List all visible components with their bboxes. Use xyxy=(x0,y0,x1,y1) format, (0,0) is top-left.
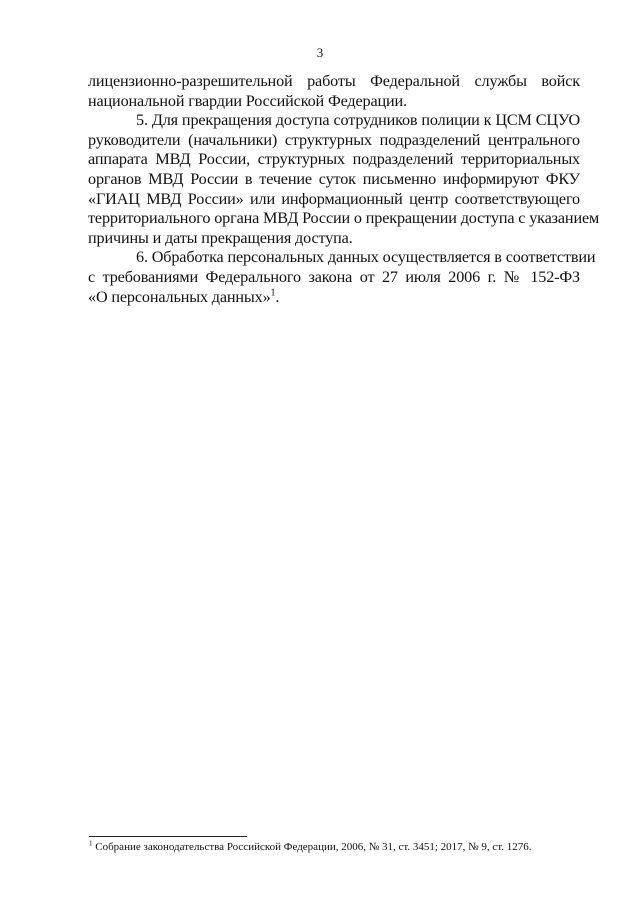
page-number: 3 xyxy=(316,45,324,60)
text-line: территориального органа МВД России о прекращении доступа с указанием xyxy=(88,209,600,228)
footnote-marker: 1 xyxy=(89,839,93,848)
text-line: лицензионно-разрешительной работы Федеральной службы войск xyxy=(88,72,580,90)
text-line-content: «О персональных данных» xyxy=(88,287,271,306)
text-line: аппарата МВД России, структурных подразделений территориальных xyxy=(88,150,580,169)
footnote-reference[interactable]: 1 xyxy=(270,287,276,299)
text-line: органов МВД России в течение суток письменно информируют ФКУ xyxy=(88,169,580,188)
text-line: причины и даты прекращения доступа. xyxy=(88,228,353,247)
text-line xyxy=(88,288,580,308)
footnote-separator xyxy=(89,836,247,837)
text-line: национальной гвардии Российской Федерации. xyxy=(88,91,407,110)
footnote xyxy=(89,841,532,853)
document-body xyxy=(88,72,600,307)
text-line: 5. Для прекращения доступа сотрудников полиции к ЦСМ СЦУО xyxy=(136,111,580,130)
text-line: руководители (начальники) структурных подразделений центрального xyxy=(88,130,580,149)
footnote-text: Собрание законодательства Российской Федерации, 2006, № 31, ст. 3451; 2017, № 9, ст. 1276. xyxy=(95,841,532,853)
text-line: с требованиями Федерального закона от 27 июля 2006 г. № 152-ФЗ xyxy=(88,267,580,286)
text-line: 6. Обработка персональных данных осуществляется в соответствии xyxy=(136,248,596,267)
sentence-end: . xyxy=(275,287,280,306)
text-line: «ГИАЦ МВД России» или информационный центр соответствующего xyxy=(88,189,580,208)
